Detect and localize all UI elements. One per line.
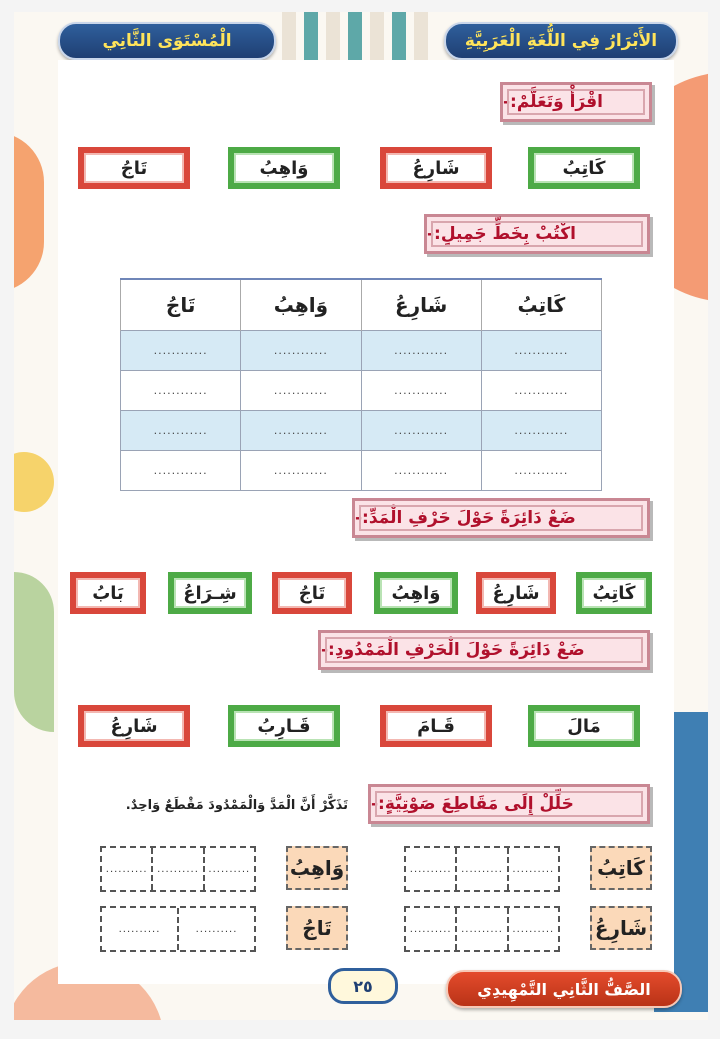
- section4-word-2[interactable]: [380, 705, 492, 747]
- decor-left-orange: [14, 132, 44, 292]
- syllable-slot[interactable]: ..........: [409, 863, 452, 875]
- writing-cell[interactable]: ............: [361, 411, 481, 451]
- section4-word-3[interactable]: [228, 705, 340, 747]
- writing-cell[interactable]: ............: [481, 451, 601, 491]
- word-text: تَاجُ: [302, 916, 332, 940]
- word-text: تَاجُ: [298, 582, 326, 604]
- writing-cell[interactable]: ............: [361, 451, 481, 491]
- section1-word-1[interactable]: [528, 147, 640, 189]
- book-title-pill: [444, 22, 678, 60]
- syllable-slots-1[interactable]: [404, 846, 560, 892]
- worksheet-page: [14, 12, 708, 1020]
- writing-cell[interactable]: ............: [241, 411, 361, 451]
- writing-cell[interactable]: ............: [481, 411, 601, 451]
- syllable-slot[interactable]: ..........: [455, 848, 506, 890]
- syllable-word-4: [286, 906, 348, 950]
- syllable-slot[interactable]: ..........: [118, 923, 161, 935]
- writing-cell[interactable]: ............: [121, 331, 241, 371]
- writing-cell[interactable]: ............: [361, 371, 481, 411]
- writing-table: [120, 278, 602, 491]
- word-text: وَاهِبُ: [391, 582, 441, 604]
- writing-cell[interactable]: ............: [121, 451, 241, 491]
- writing-cell[interactable]: ............: [121, 371, 241, 411]
- section3-title: [352, 498, 650, 538]
- writing-cell[interactable]: ............: [241, 371, 361, 411]
- word-text: بَابُ: [92, 582, 124, 604]
- writing-cell[interactable]: ............: [481, 371, 601, 411]
- section1-title-text: اقْرَأْ وَتَعَلَّمْ:-: [503, 92, 603, 112]
- syllable-slots-4[interactable]: [100, 906, 256, 952]
- syllable-slot[interactable]: ..........: [409, 923, 452, 935]
- section3-word-2[interactable]: [476, 572, 556, 614]
- word-text: كَاتِبُ: [562, 157, 606, 179]
- section5-title: [368, 784, 650, 824]
- word-text: شِـرَاعُ: [183, 582, 237, 604]
- syllable-slots-2[interactable]: [100, 846, 256, 892]
- syllable-slot[interactable]: ..........: [177, 908, 254, 950]
- section1-word-2[interactable]: [380, 147, 492, 189]
- grade-text: الصَّفُّ الثَّانِي التَّمْهِيدِي: [477, 979, 651, 999]
- writing-cell[interactable]: ............: [361, 331, 481, 371]
- word-text: شَارِعُ: [492, 582, 540, 604]
- page-number-text: ٢٥: [353, 976, 373, 996]
- col-header: شَارِعُ: [361, 279, 481, 331]
- word-text: شَارِعُ: [110, 715, 158, 737]
- section1-title: [500, 82, 652, 122]
- section5-note: تَذَكَّرْ أَنَّ الْمَدَّ وَالْمَمْدُودَ مَقْطَعٌ وَاحِدٌ.: [125, 798, 348, 813]
- col-header: وَاهِبُ: [241, 279, 361, 331]
- word-text: وَاهِبُ: [259, 157, 309, 179]
- section3-word-1[interactable]: [576, 572, 652, 614]
- syllable-slot[interactable]: ..........: [105, 863, 148, 875]
- section3-word-5[interactable]: [168, 572, 252, 614]
- level-pill: [58, 22, 276, 60]
- section4-title: [318, 630, 650, 670]
- section3-word-3[interactable]: [374, 572, 458, 614]
- section3-word-6[interactable]: [70, 572, 146, 614]
- syllable-slot[interactable]: ..........: [507, 848, 558, 890]
- book-title: الأَبْرَارُ فِي اللُّغَةِ الْعَرَبِيَّةِ: [464, 31, 658, 51]
- syllable-word-2: [286, 846, 348, 890]
- col-header: تَاجُ: [121, 279, 241, 331]
- syllable-slot[interactable]: ..........: [507, 908, 558, 950]
- grade-pill: [446, 970, 682, 1008]
- syllable-slot[interactable]: ..........: [203, 848, 254, 890]
- word-text: وَاهِبُ: [289, 856, 345, 880]
- writing-cell[interactable]: ............: [121, 411, 241, 451]
- writing-cell[interactable]: ............: [481, 331, 601, 371]
- section4-title-text: ضَعْ دَائِرَةً حَوْلَ الْحَرْفِ الْمَمْدُودِ:-: [321, 640, 585, 660]
- syllable-slot[interactable]: ..........: [151, 848, 202, 890]
- writing-cell[interactable]: ............: [241, 331, 361, 371]
- page-number: [328, 968, 398, 1004]
- section1-word-4[interactable]: [78, 147, 190, 189]
- syllable-slot[interactable]: ..........: [455, 908, 506, 950]
- syllable-slots-3[interactable]: [404, 906, 560, 952]
- syllable-word-3: [590, 906, 652, 950]
- section3-title-text: ضَعْ دَائِرَةً حَوْلَ حَرْفِ الْمَدِّ:-: [355, 508, 576, 528]
- word-text: شَارِعُ: [412, 157, 460, 179]
- section2-title: [424, 214, 650, 254]
- section2-title-text: اكْتُبْ بِخَطٍّ جَمِيلٍ:-: [427, 224, 576, 244]
- section3-word-4[interactable]: [272, 572, 352, 614]
- decor-leaf: [14, 572, 54, 732]
- word-text: شَارِعُ: [594, 916, 648, 940]
- word-text: كَاتِبُ: [592, 582, 636, 604]
- writing-cell[interactable]: ............: [241, 451, 361, 491]
- section4-word-1[interactable]: [528, 705, 640, 747]
- word-text: مَالَ: [567, 715, 601, 737]
- word-text: تَاجُ: [120, 157, 148, 179]
- level-label: الْمُسْتَوَى الثَّانِي: [102, 31, 232, 51]
- section5-title-text: حَلِّلْ إِلَى مَقَاطِعَ صَوْتِيَّةٍ:-: [371, 794, 574, 814]
- word-text: قَـامَ: [417, 715, 455, 737]
- word-text: كَاتِبُ: [597, 856, 645, 880]
- decor-yellow-circle: [14, 452, 54, 512]
- col-header: كَاتِبُ: [481, 279, 601, 331]
- word-text: قَـارِبُ: [257, 715, 311, 737]
- section4-word-4[interactable]: [78, 705, 190, 747]
- section1-word-3[interactable]: [228, 147, 340, 189]
- syllable-word-1: [590, 846, 652, 890]
